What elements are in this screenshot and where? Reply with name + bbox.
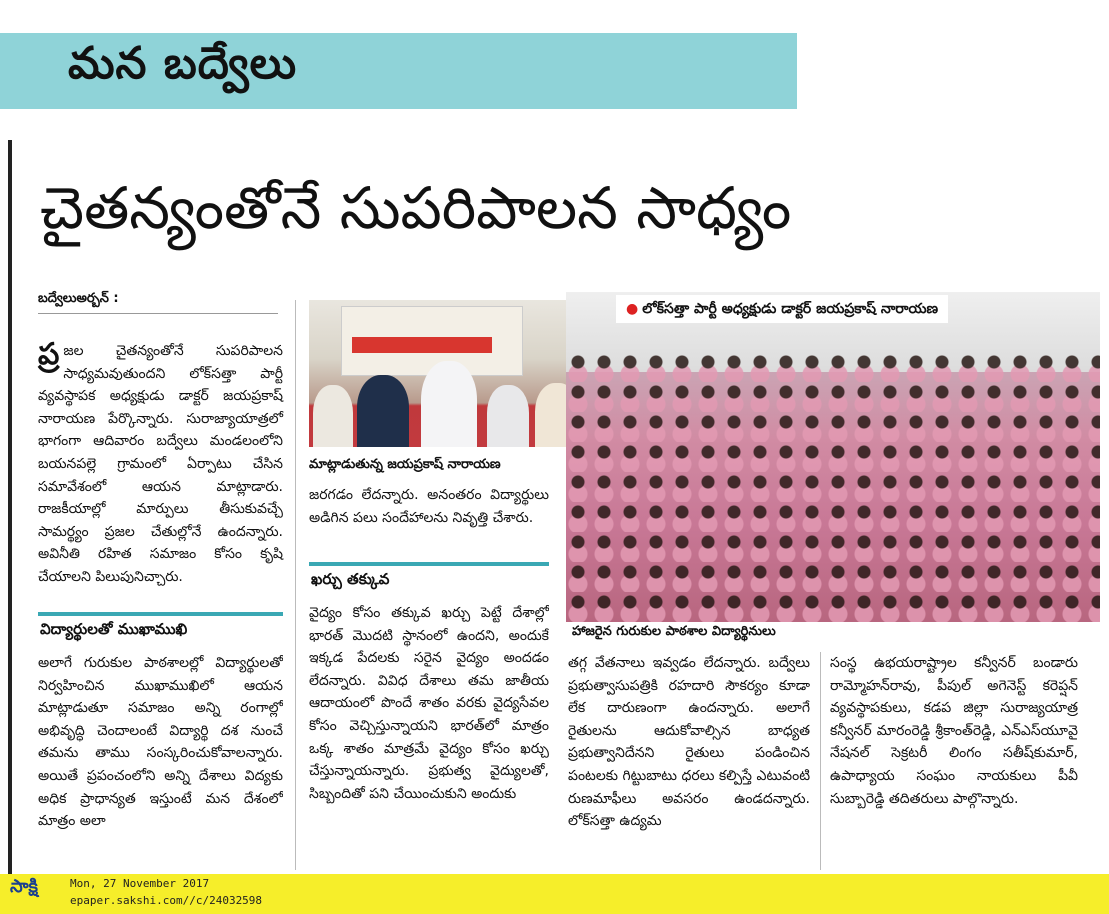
student-crowd: [566, 352, 1100, 622]
column-2-paragraph-1: జరగడం లేదన్నారు. అనంతరం విద్యార్థులు అడిగిన పలు సందేహాలను నివృత్తి చేశారు.: [309, 487, 549, 526]
photo-label-text: లోక్‌సత్తా పార్టీ అధ్యక్షుడు డాక్టర్ జయప్రకాష్ నారాయణ: [642, 301, 939, 317]
subhead-rule: [309, 562, 549, 566]
photo-label: [616, 295, 948, 323]
sakshi-logo[interactable]: సాక్షి: [10, 876, 38, 897]
column-3-paragraph: తగ్గ వేతనాలు ఇవ్వడం లేదన్నారు. బద్వేలు ప్రభుత్వాసుపత్రికి రహదారి సౌకర్యం కూడా లేక దారుణంగా ఉందన్నారు. అలాగే రైతులను ఆదుకోవాల్సిన బాధ్యత ప్రభుత్వానిదేనని రైతులు పండించిన పంటలకు గిట్టుబాటు ధరలు కల్పిస్తే ఎటువంటి రుణమాఫీలు అవసరం ఉండదన్నారు. లోక్‌సత్తా ఉద్యమ: [568, 655, 810, 830]
byline-divider: [38, 313, 278, 314]
column-divider: [820, 652, 821, 870]
byline: బద్వేలుఅర్బన్ :: [38, 291, 119, 306]
speaker-photo: [309, 300, 581, 447]
person: [357, 375, 409, 447]
person: [313, 385, 353, 447]
left-rule: [8, 140, 12, 880]
column-1-paragraph-1: [38, 337, 283, 605]
stage-banner: [341, 306, 523, 376]
column-divider: [295, 300, 296, 870]
photo-caption: హాజరైన గురుకుల పాఠశాల విద్యార్థినులు: [572, 624, 776, 639]
epaper-link[interactable]: epaper.sakshi.com//c/24032598: [70, 894, 263, 907]
students-photo: [566, 292, 1100, 622]
column-2-paragraph-2: వైద్యం కోసం తక్కువ ఖర్చు పెట్టే దేశాల్లో భారత్ మొదటి స్థానంలో ఉందని, అందుకే ఇక్కడ పేదలకు సరైన వైద్యం అందడం లేదన్నారు. వివిధ దేశాలు తమ జాతీయ ఆదాయంలో పొందే శాతం వరకు వైద్యసేవల కోసం వెచ్చిస్తున్నాయని భారత్‌లో మాత్రం ఒక్క శాతం మాత్రమే వైద్యం కోసం ఖర్చు చేస్తున్నాయన్నారు. ప్రభుత్వ వైద్యులతో, సిబ్బందితో పని చేయించుకుని అందుకు: [309, 605, 549, 802]
dropcap: ప్ర: [38, 337, 60, 372]
bullet-icon: ●: [626, 301, 639, 317]
column-4-paragraph: సంస్థ ఉభయరాష్ట్రాల కన్వీనర్ బండారు రామ్మోహన్‌రావు, పీపుల్ అగెనెస్ట్ కరెప్షన్ వ్యవస్థాపకులు, కడప జిల్లా సురాజ్యయాత్ర కన్వీనర్ మారంరెడ్డి శ్రీకాంత్‌రెడ్డి, ఎన్‌ఎస్‌యూవై నేషనల్ సెక్రటరీ లింగం సతీష్‌కుమార్, ఉపాధ్యాయ సంఘం నాయకులు పీవీ సుబ్బారెడ్డి తదితరులు పాల్గొన్నారు.: [830, 655, 1078, 807]
subhead-students: విద్యార్థులతో ముఖాముఖి: [40, 620, 188, 638]
page-title: చైతన్యంతోనే సుపరిపాలన సాధ్యం: [40, 174, 792, 242]
section-title: మన బద్వేలు: [68, 38, 298, 89]
subhead-cost: ఖర్చు తక్కువ: [311, 570, 390, 588]
column-1-paragraph-2: అలాగే గురుకుల పాఠశాలల్లో విద్యార్థులతో నిర్వహించిన ముఖాముఖిలో ఆయన మాట్లాడుతూ సమాజం అన్ని రంగాల్లో అభివృద్ధి చెందాలంటే విద్యార్థి దశ నుంచే తమను తాము సంస్కరించుకోవాలన్నారు. అయితే ప్రపంచంలోని అన్ని దేశాలు విద్యకు అధిక ప్రాధాన్యత ఇస్తుంటే మన దేశంలో మాత్రం అలా: [38, 655, 283, 830]
article-text: జల చైతన్యంతోనే సుపరిపాలన సాధ్యమవుతుందని లోక్‌సత్తా పార్టీ వ్యవస్థాపక అధ్యక్షుడు డాక్టర్ జయప్రకాష్ నారాయణ పేర్కొన్నారు. సురాజ్యాయాత్రలో భాగంగా ఆదివారం బద్వేలు మండలంలోని బయనపల్లె గ్రామంలో ఏర్పాటు చేసిన సమావేశంలో ఆయన మాట్లాడారు. రాజకీయాల్లో మార్పులు తీసుకువచ్చే సామర్థ్యం ప్రజల చేతుల్లోనే ఉందన్నారు. అవినీతి రహిత సమాజం కోసం కృషి చేయాలని పిలుపునిచ్చారు.: [38, 343, 283, 585]
speaker: [421, 361, 477, 447]
person: [487, 385, 529, 447]
edition-date: Mon, 27 November 2017: [70, 877, 210, 890]
subhead-rule: [38, 612, 283, 616]
photo-caption: మాట్లాడుతున్న జయప్రకాష్ నారాయణ: [309, 457, 501, 472]
